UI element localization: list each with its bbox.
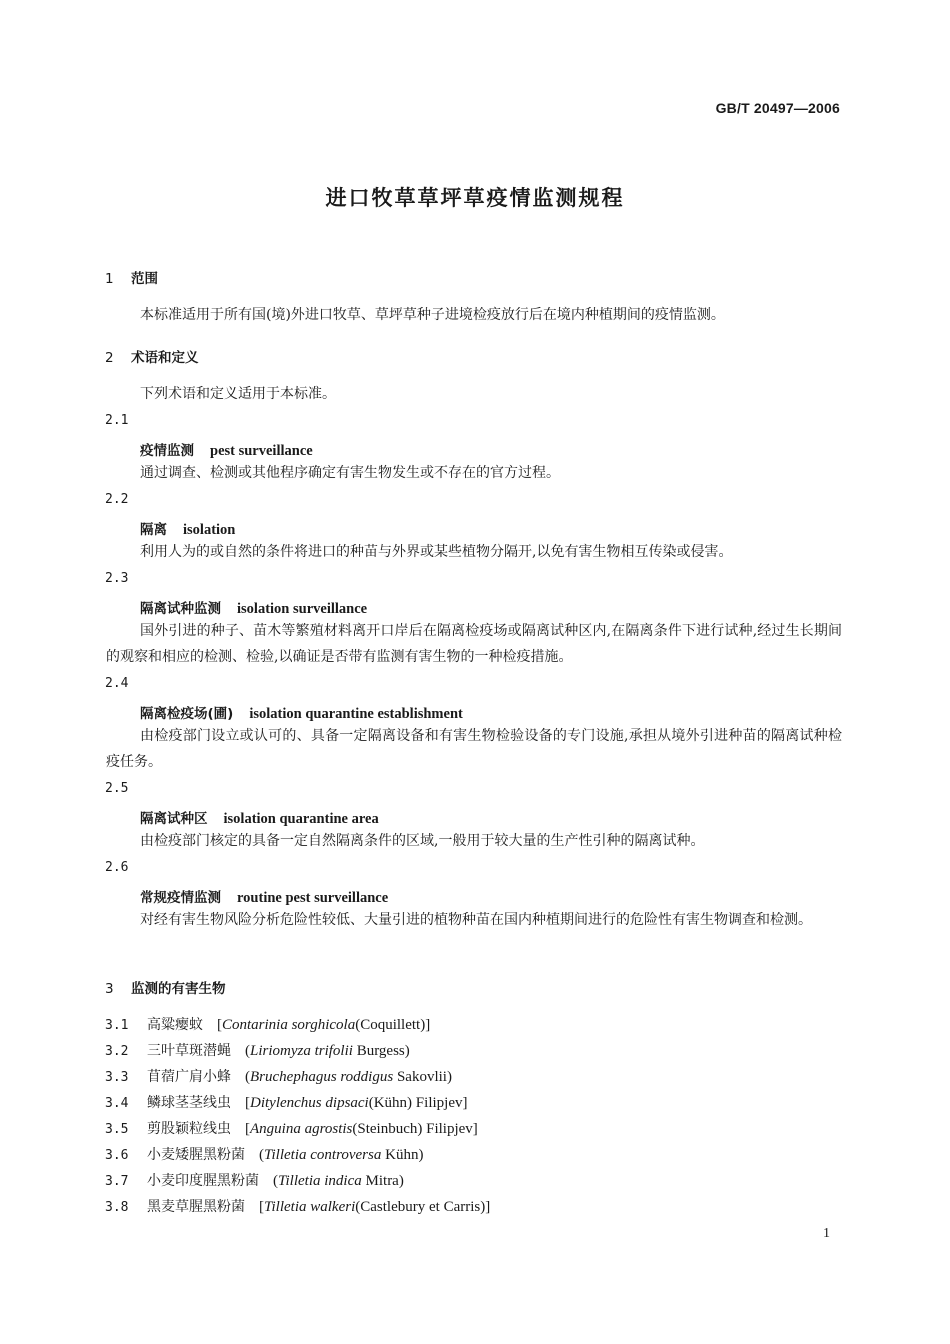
section-title: 监测的有害生物 [131,981,226,997]
term-heading [140,886,388,907]
list-item [105,1040,410,1060]
item-number: 3.5 [105,1122,129,1137]
term-number: 2.5 [105,781,129,796]
list-item [105,1014,430,1034]
organism-scientific: [Anguina agrostis(Steinbuch) Filipjev] [245,1121,478,1137]
organism-cn: 黑麦草腥黑粉菌 [147,1199,245,1215]
term-cn: 隔离试种区 [140,811,208,827]
term-heading [140,807,379,828]
section-number: 2 [105,350,114,366]
organism-cn: 三叶草斑潜蝇 [147,1043,231,1059]
term-definition: 通过调查、检测或其他程序确定有害生物发生或不存在的官方过程。 [140,465,560,481]
organism-cn: 小麦印度腥黑粉菌 [147,1173,259,1189]
organism-scientific: (Liriomyza trifolii Burgess) [245,1043,410,1059]
term-en: pest surveillance [210,443,313,459]
term-cn: 常规疫情监测 [140,890,221,906]
term-en: isolation quarantine area [223,811,379,827]
organism-scientific: [Tilletia walkeri(Castlebury et Carris)] [259,1199,491,1215]
term-en: isolation [183,522,236,538]
item-number: 3.8 [105,1200,129,1215]
term-number: 2.6 [105,860,129,875]
standard-number: GB/T 20497—2006 [715,100,840,116]
item-number: 3.4 [105,1096,129,1111]
term-definition: 利用人为的或自然的条件将进口的种苗与外界或某些植物分隔开,以免有害生物相互传染或侵害。 [140,544,733,560]
organism-scientific: (Tilletia indica Mitra) [273,1173,404,1189]
section-number: 1 [105,271,114,287]
section-1-heading [105,267,158,287]
term-heading [140,439,313,460]
item-number: 3.6 [105,1148,129,1163]
section-title: 范围 [131,271,158,287]
term-definition: 由检疫部门核定的具备一定自然隔离条件的区域,一般用于较大量的生产性引种的隔离试种。 [140,833,705,849]
organism-cn: 小麦矮腥黑粉菌 [147,1147,245,1163]
list-item [105,1118,478,1138]
term-number: 2.3 [105,571,129,586]
term-en: isolation surveillance [237,601,368,617]
list-item [105,1170,404,1190]
section-title: 术语和定义 [131,350,199,366]
term-number: 2.4 [105,676,129,691]
list-item [105,1066,452,1086]
term-heading [140,518,235,539]
term-en: routine pest surveillance [237,890,389,906]
term-cn: 隔离试种监测 [140,601,221,617]
term-number: 2.1 [105,413,129,428]
organism-scientific: (Bruchephagus roddigus Sakovlii) [245,1069,452,1085]
page-number: 1 [823,1226,830,1241]
organism-cn: 剪股颖粒线虫 [147,1121,231,1137]
list-item [105,1144,423,1164]
term-definition: 国外引进的种子、苗木等繁殖材料离开口岸后在隔离检疫场或隔离试种区内,在隔离条件下进行试种,经过生长期间的观察和相应的检测、检验,以确证是否带有监测有害生物的一种检疫措施。 [106,623,842,665]
term-definition: 对经有害生物风险分析危险性较低、大量引进的植物种苗在国内种植期间进行的危险性有害生物调查和检测。 [140,912,812,928]
section-2-heading [105,346,199,366]
term-cn: 隔离检疫场(圃) [140,706,234,722]
item-number: 3.3 [105,1070,129,1085]
organism-cn: 高粱瘿蚊 [147,1017,203,1033]
document-title: 进口牧草草坪草疫情监测规程 [325,186,625,210]
list-item [105,1092,467,1112]
section-1-text: 本标准适用于所有国(境)外进口牧草、草坪草种子进境检疫放行后在境内种植期间的疫情监测。 [140,307,725,323]
item-number: 3.1 [105,1018,129,1033]
section-number: 3 [105,981,114,997]
term-definition: 由检疫部门设立或认可的、具备一定隔离设备和有害生物检验设备的专门设施,承担从境外引进种苗的隔离试种检疫任务。 [106,728,842,770]
organism-scientific: (Tilletia controversa Kühn) [259,1147,424,1163]
item-number: 3.2 [105,1044,129,1059]
term-heading [140,702,463,723]
item-number: 3.7 [105,1174,129,1189]
section-3-heading [105,977,226,997]
term-cn: 疫情监测 [140,443,194,459]
section-2-intro: 下列术语和定义适用于本标准。 [140,386,336,402]
term-en: isolation quarantine establishment [249,706,463,722]
organism-cn: 鳞球茎茎线虫 [147,1095,231,1111]
term-cn: 隔离 [140,522,167,538]
organism-scientific: [Ditylenchus dipsaci(Kühn) Filipjev] [245,1095,468,1111]
list-item [105,1196,490,1216]
organism-scientific: [Contarinia sorghicola(Coquillett)] [217,1017,431,1033]
term-number: 2.2 [105,492,129,507]
organism-cn: 苜蓿广肩小蜂 [147,1069,231,1085]
term-heading [140,597,367,618]
